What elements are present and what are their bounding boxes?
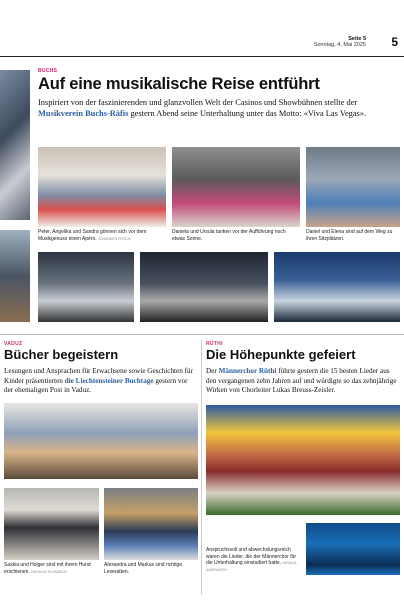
column-divider <box>201 340 202 595</box>
lead-photo-orchestra <box>140 252 268 322</box>
vaduz-photo-dog <box>4 488 99 560</box>
lead-photo-brass <box>38 252 134 322</box>
vaduz-caption-1-credit: NICOLAS SCHMIDLIN <box>31 569 67 574</box>
lead-intro-text: Inspiriert von der faszinierenden und glanzvollen Welt der Casinos und Showbühnen stellte der <box>38 98 358 107</box>
ruethi-caption-text: Anspruchsvoll und abwechslungsreich waren die Lieder, die der Männerchor für die Unterhaltung einstudiert hatte. <box>206 547 297 566</box>
vaduz-section-tag: VADUZ <box>4 341 23 347</box>
vaduz-body-text-end: gestern vor der ehemaligen Post in Vaduz. <box>4 376 188 395</box>
vaduz-caption-1-text: Saskia und Holger sind mit ihrem Hund erschienen. <box>4 562 91 575</box>
vaduz-body <box>4 367 198 396</box>
vaduz-body-highlight: die Liechtensteiner Buchtage <box>64 376 154 385</box>
ruethi-photo-conductor <box>306 523 400 575</box>
lead-caption-1 <box>38 229 166 242</box>
ruethi-body-highlight: Männerchor Rüthi <box>218 367 277 375</box>
top-rule <box>0 56 404 57</box>
ruethi-headline: Die Höhepunkte gefeiert <box>206 347 356 362</box>
lead-caption-2 <box>172 229 300 242</box>
vaduz-caption-2-text: Alexandra und Markus sind richtige Leseratten. <box>104 562 183 575</box>
lead-caption-3 <box>306 229 400 242</box>
issue-date: Sonntag, 4. Mai 2025 <box>313 42 366 48</box>
lead-caption-2-text: Daniela und Ursula tanken vor der Aufführung noch etwas Sonne. <box>172 229 286 242</box>
ruethi-body <box>206 367 400 396</box>
top-margin <box>0 0 404 30</box>
lead-photo-sun <box>172 147 300 227</box>
vaduz-photo-crowd <box>4 403 198 479</box>
vaduz-caption-1 <box>4 562 99 575</box>
section-divider <box>0 334 404 335</box>
lead-intro-highlight: Musikverein Buchs-Räfis <box>38 109 129 118</box>
lead-photo-stage <box>274 252 400 322</box>
page-number: 5 <box>391 35 398 49</box>
vaduz-body-text: Lesungen und Ansprachen für Erwachsene sowie Geschichten für Kinder präsentierten <box>4 367 194 385</box>
ruethi-body-text: Der <box>206 367 219 375</box>
masthead <box>314 36 366 48</box>
left-bleed-photo-bottom <box>0 230 30 322</box>
vaduz-headline: Bücher begeistern <box>4 347 119 362</box>
vaduz-photo-readers <box>104 488 198 560</box>
publication-name: Seite 5 <box>348 36 366 42</box>
lead-intro-text-end: gestern Abend seine Unterhaltung unter das Motto: «Viva Las Vegas». <box>128 109 367 118</box>
ruethi-section-tag: RÜTHI <box>206 341 223 347</box>
lead-section-tag: BUCHS <box>38 68 58 74</box>
left-bleed-photo-top <box>0 70 30 220</box>
ruethi-caption-credit: NATALIA ANDRIANOV <box>206 561 297 572</box>
lead-caption-3-text: Daniel und Elena sind auf dem Weg zu ihren Sitzplätzen. <box>306 229 393 242</box>
ruethi-body-text-end: führte gestern die 15 besten Lieder aus den vergangenen zehn Jahren auf und würdigte so das zehnjährige Wirken von Chorleiter Lukas Breuss-Zeisler. <box>206 367 397 395</box>
vaduz-caption-2 <box>104 562 198 575</box>
lead-intro <box>38 97 400 119</box>
lead-caption-1-credit: JOHANNES PÖSCH <box>98 236 131 241</box>
lead-headline: Auf eine musikalische Reise entführt <box>38 75 320 93</box>
lead-photo-apero <box>38 147 166 227</box>
lead-photo-seats <box>306 147 400 227</box>
ruethi-photo-choir <box>206 405 400 515</box>
lead-caption-1-text: Peter, Angelika und Sandra gönnen sich vor dem Musikgenuss einen Apéro. <box>38 229 147 242</box>
ruethi-caption <box>206 547 300 573</box>
